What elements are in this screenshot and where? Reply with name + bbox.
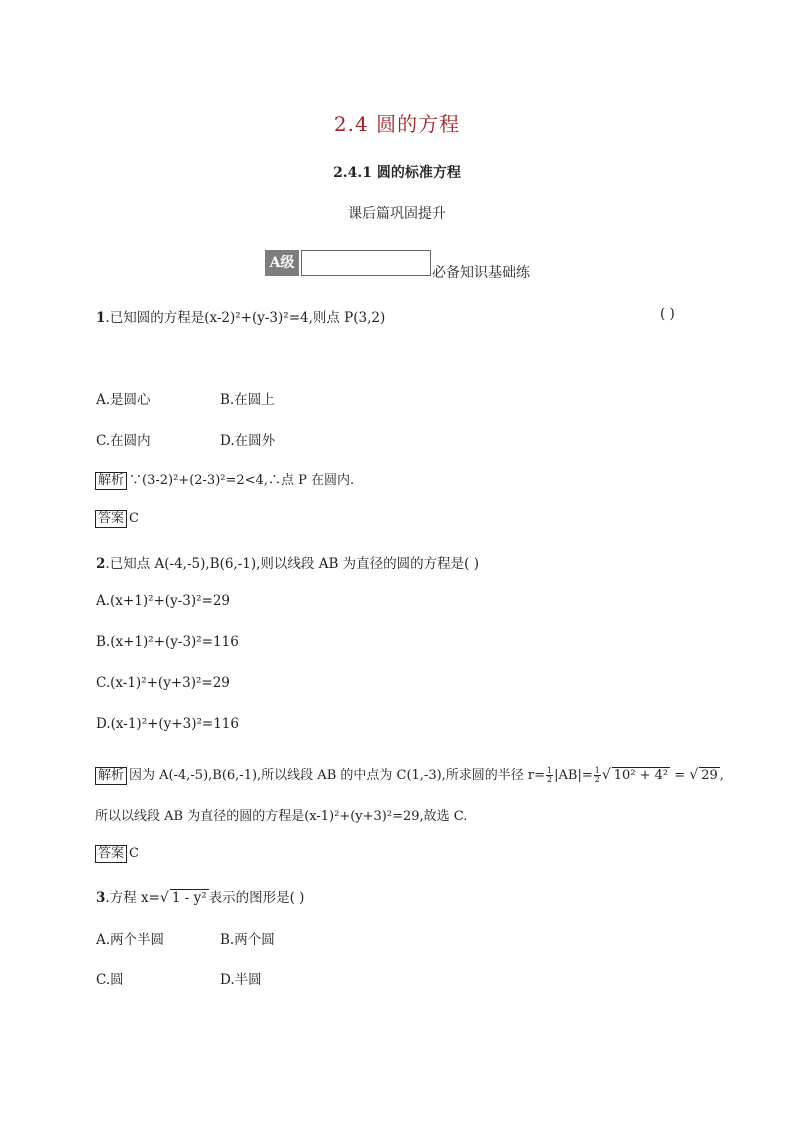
- option-d: D.(x-1)²+(y+3)²=116: [96, 716, 239, 732]
- answer-text: C: [129, 846, 139, 861]
- answer-text: C: [129, 511, 139, 526]
- question-text: .已知圆的方程是(x-2)²+(y-3)²=4,则点 P(3,2): [105, 310, 386, 326]
- answer-blank: ( ): [660, 306, 675, 322]
- sqrt-expression: 1 - y²: [171, 890, 207, 906]
- option-c: C.(x-1)²+(y+3)²=29: [96, 675, 230, 691]
- question-text: .方程 x=: [105, 890, 160, 906]
- question-number: 3: [96, 890, 106, 906]
- analysis-tag: 解析: [95, 767, 127, 785]
- abs-ab: |AB|=: [554, 768, 593, 783]
- option-b: B.(x+1)²+(y-3)²=116: [96, 634, 239, 650]
- answer: [95, 510, 139, 528]
- option-a: A.是圆心: [96, 392, 151, 408]
- analysis: 解析 因为 A(-4,-5),B(6,-1),所以线段 AB 的中点为 C(1,-3),所求圆的半径 r= $\frac{1}{2}$ |AB|= $\frac{1}{2}$ √ 10² + 4² = √ 29 ,: [95, 764, 724, 785]
- question-number: 2: [96, 556, 106, 572]
- question-text-tail: 表示的图形是( ): [208, 890, 305, 906]
- option-d: D.在圆外: [220, 433, 276, 449]
- question-3: [96, 886, 304, 906]
- question-1: [96, 306, 385, 326]
- option-a: A.两个半圆: [96, 932, 165, 948]
- option-b: B.在圆上: [220, 392, 275, 408]
- section-heading: 课后篇巩固提升: [348, 206, 446, 222]
- radical-sign: √: [689, 767, 699, 783]
- question-2: [96, 552, 479, 572]
- analysis-tag: 解析: [95, 472, 127, 490]
- radical-sign: √: [159, 890, 169, 906]
- option-c: C.在圆内: [96, 433, 151, 449]
- answer: [95, 845, 139, 863]
- analysis-text: ∵(3-2)²+(2-3)²=2<4,∴点 P 在圆内.: [129, 473, 355, 488]
- fraction: $\frac{1}{2}$: [594, 766, 600, 784]
- question-text: .已知点 A(-4,-5),B(6,-1),则以线段 AB 为直径的圆的方程是( ): [105, 556, 480, 572]
- analysis-text: 因为 A(-4,-5),B(6,-1),所以线段 AB 的中点为 C(1,-3),所求圆的半径 r=: [129, 768, 546, 783]
- level-badge: A级: [265, 250, 299, 276]
- analysis: [95, 469, 354, 490]
- option-b: B.两个圆: [220, 932, 275, 948]
- question-number: 1: [96, 310, 106, 326]
- fraction: $\frac{1}{2}$: [547, 766, 553, 784]
- option-c: C.圆: [96, 972, 124, 988]
- answer-tag: 答案: [95, 845, 127, 863]
- level-box: [301, 250, 431, 276]
- sqrt-29: 29: [701, 768, 718, 783]
- option-a: A.(x+1)²+(y-3)²=29: [96, 593, 231, 609]
- equals-sign: =: [670, 768, 690, 783]
- radical-sign: √: [601, 767, 611, 783]
- page-title: 2.4 圆的方程: [333, 112, 461, 136]
- option-d: D.半圆: [220, 972, 262, 988]
- sqrt-expression: 10² + 4²: [613, 768, 669, 783]
- section-subtitle: 2.4.1 圆的标准方程: [333, 165, 461, 181]
- analysis-line-2: 所以以线段 AB 为直径的圆的方程是(x-1)²+(y+3)²=29,故选 C.: [95, 809, 468, 824]
- answer-tag: 答案: [95, 510, 127, 528]
- level-label: 必备知识基础练: [432, 265, 530, 281]
- level-header: [265, 248, 530, 281]
